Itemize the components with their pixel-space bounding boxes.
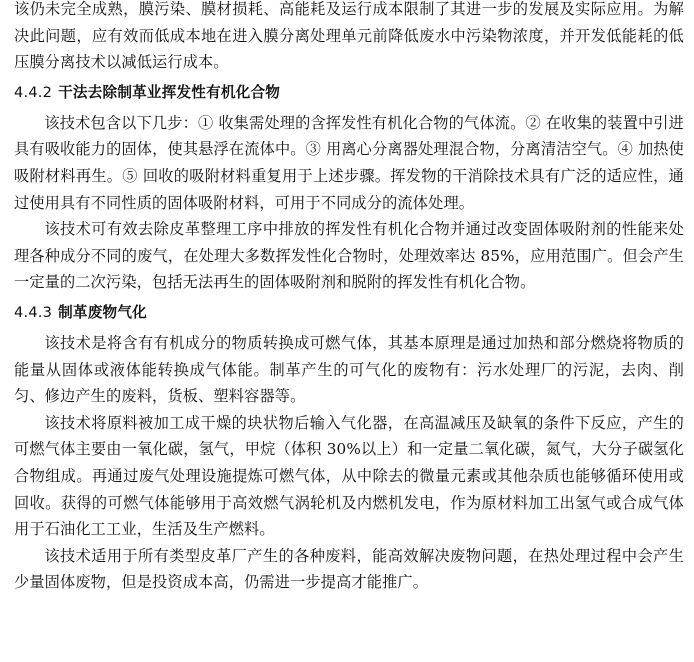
section-4-4-2-number: 4.4.2 — [14, 83, 53, 101]
section-4-4-3-paragraph-3: 该技术适用于所有类型皮革厂产生的各种废料，能高效解决废物问题，在热处理过程中会产生少量固体废物，但是投资成本高，仍需进一步提高才能推广。 — [14, 546, 684, 592]
section-4-4-3-paragraph-1: 该技术是将含有有机成分的物质转换成可燃气体，其基本原理是通过加热和部分燃烧将物质的能量从固体或液体能转换成气体能。制革产生的可气化的废物有：污水处理厂的污泥，去肉、削匀、修边产生的废料，货板、塑料容器等。 — [14, 333, 684, 406]
section-4-4-3-number: 4.4.3 — [14, 303, 53, 321]
section-4-4-2-paragraph-2: 该技术可有效去除皮革整理工序中排放的挥发性有机化合物并通过改变固体吸附剂的性能来处理各种成分不同的废气，在处理大多数挥发性化合物时，处理效率达 85%，应用范围广。但会产生一定量的二次污染，包括无法再生的固体吸附剂和脱附的挥发性有机化合物。 — [14, 220, 684, 292]
intro-paragraph: 该仍未完全成熟，膜污染、膜材损耗、高能耗及运行成本限制了其进一步的发展及实际应用。为解决此问题，应有效而低成本地在进入膜分离处理单元前降低废水中污染物浓度，并开发低能耗的低压膜分离技术以减低运行成本。 — [14, 0, 684, 72]
section-4-4-2-heading — [14, 76, 684, 110]
section-4-4-2-paragraph-1: 该技术包含以下几步：① 收集需处理的含挥发性有机化合物的气体流。② 在收集的装置中引进具有吸收能力的固体，使其悬浮在流体中。③ 用离心分离器处理混合物，分离清洁空气。④ 加热使吸附材料再生。⑤ 回收的吸附材料重复用于上述步骤。挥发物的干消除技术具有广泛的适应性，通过使用具有不同性质的固体吸附材料，可用于不同成分的流体处理。 — [14, 113, 684, 212]
section-4-4-3-heading — [14, 296, 684, 330]
section-4-4-2-title: 干法去除制革业挥发性有机化合物 — [58, 83, 281, 101]
section-4-4-3-paragraph-2: 该技术将原料被加工成干燥的块状物后输入气化器，在高温减压及缺氧的条件下反应，产生的可燃气体主要由一氧化碳，氢气，甲烷（体积 30%以上）和一定量二氧化碳，氮气，大分子碳氢化合物组成。再通过废气处理设施提炼可燃气体，从中除去的微量元素或其他杂质也能够循环使用或回收。获得的可燃气体能够用于高效燃气涡轮机及内燃机发电，作为原材料加工出氢气或合成气体用于石油化工工业，生活及生产燃料。 — [14, 413, 684, 539]
section-4-4-3-title: 制革废物气化 — [58, 303, 147, 321]
